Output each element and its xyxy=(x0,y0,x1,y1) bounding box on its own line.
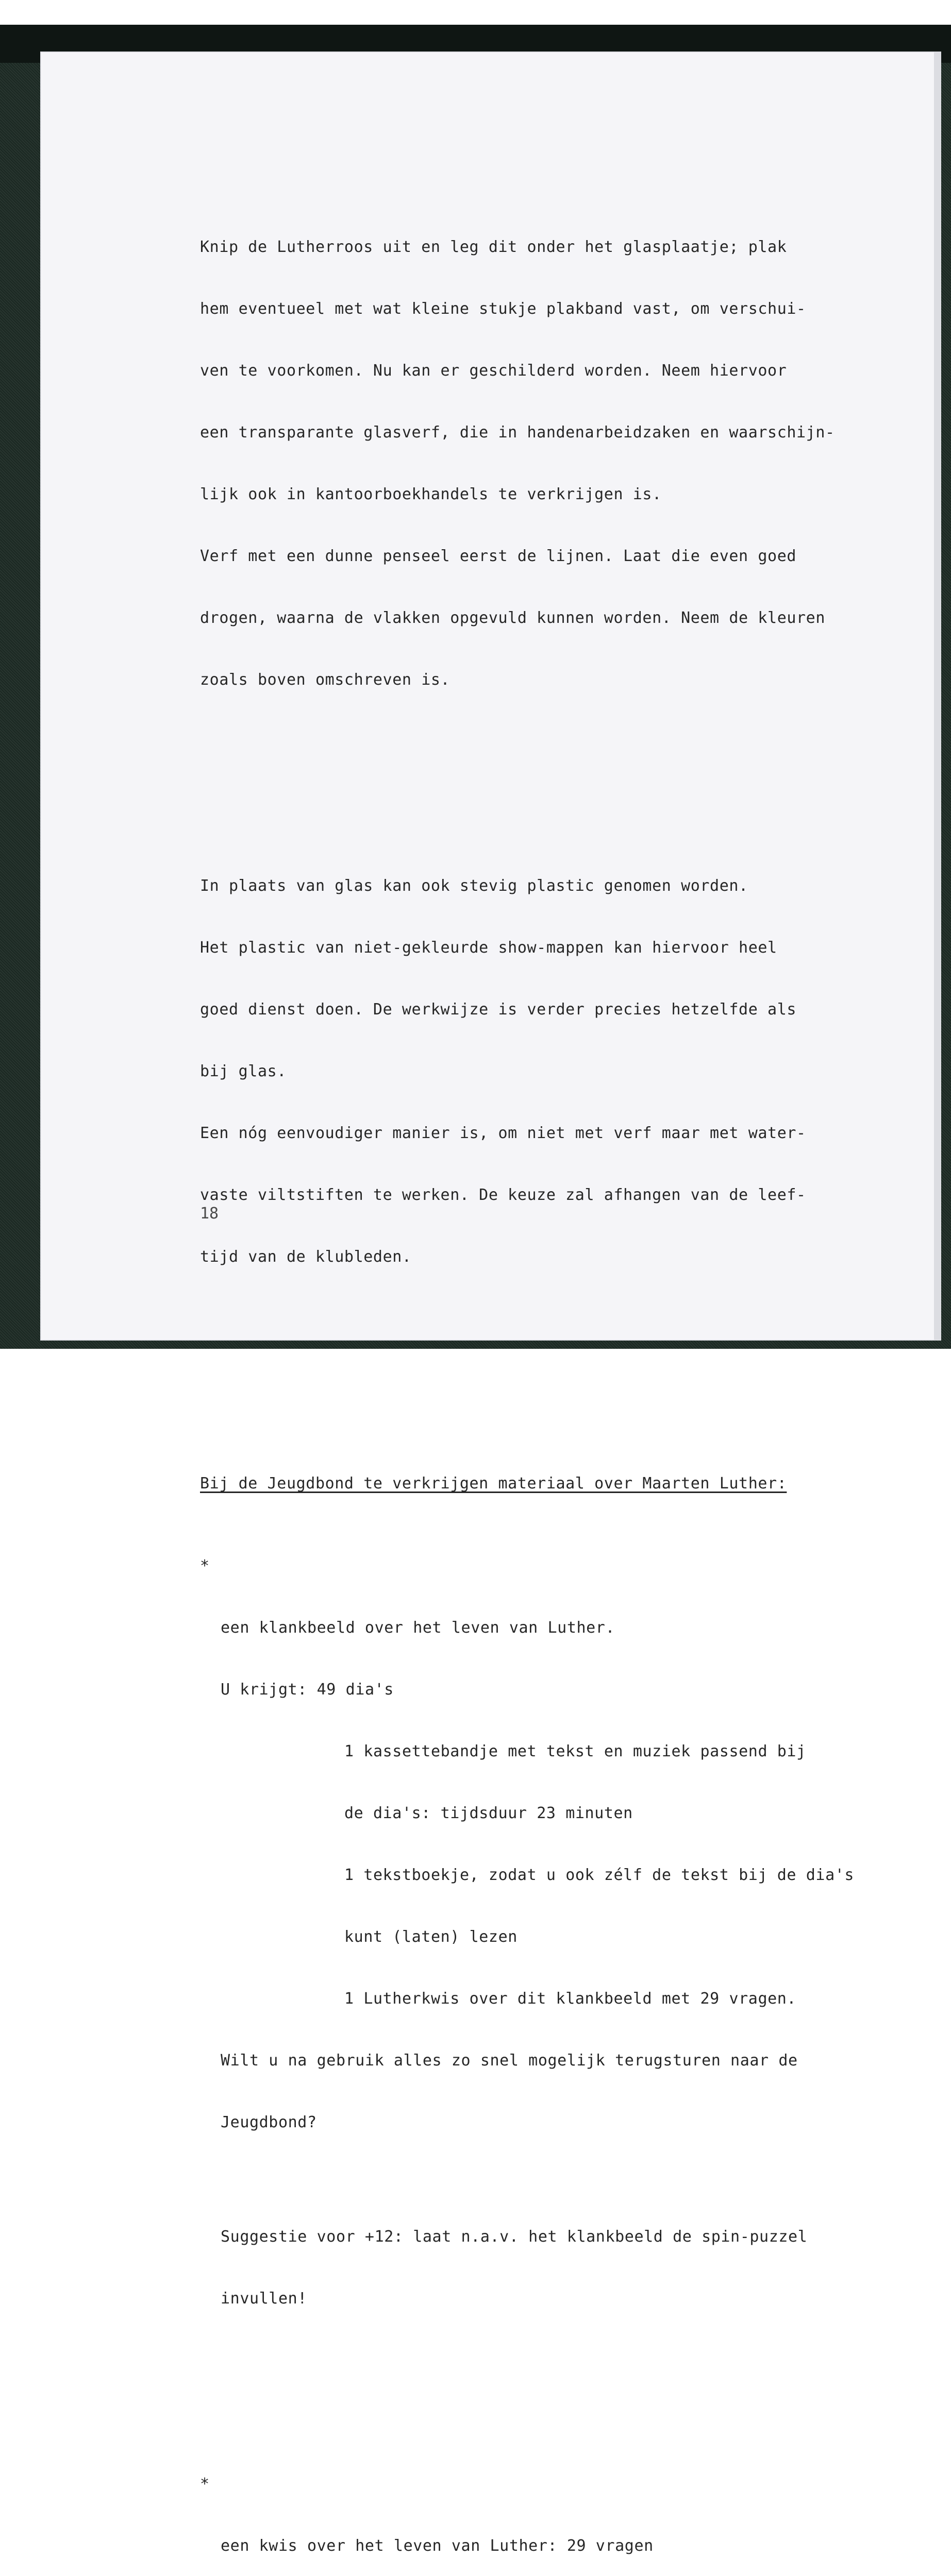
item-line: een kwis over het leven van Luther: 29 vragen xyxy=(221,2537,654,2555)
text-line: ven te voorkomen. Nu kan er geschilderd worden. Neem hiervoor xyxy=(200,362,787,380)
item-title: een klankbeeld over het leven van Luther. xyxy=(221,1619,615,1637)
text-line: zoals boven omschreven is. xyxy=(200,671,451,689)
return-note: Wilt u na gebruik alles zo snel mogelijk terugsturen naar de xyxy=(221,2052,798,2070)
ukrijgt-label: U krijgt: xyxy=(221,1681,307,1699)
content-line: de dia's: tijdsduur 23 minuten xyxy=(344,1804,633,1822)
content-line: 1 tekstboekje, zodat u ook zélf de tekst bij de dia's xyxy=(344,1866,855,1884)
list-item-klankbeeld xyxy=(200,1556,901,2350)
page-number: 18 xyxy=(200,1205,219,1223)
text-line: In plaats van glas kan ook stevig plastic genomen worden. xyxy=(200,877,748,895)
text-line: lijk ook in kantoorboekhandels te verkrijgen is. xyxy=(200,485,662,503)
text-line: hem eventueel met wat kleine stukje plakband vast, om verschui- xyxy=(200,300,806,318)
page-text xyxy=(200,155,901,2576)
paragraph-instructions xyxy=(200,196,901,732)
text-line: tijd van de klubleden. xyxy=(200,1248,412,1266)
text-line: Een nóg eenvoudiger manier is, om niet met verf maar met water- xyxy=(200,1124,806,1142)
list-item-kwis xyxy=(200,2474,901,2576)
paragraph-plastic xyxy=(200,835,901,1309)
return-note: Jeugdbond? xyxy=(221,2113,317,2131)
page-edge xyxy=(934,52,941,1341)
text-line: drogen, waarna de vlakken opgevuld kunnen worden. Neem de kleuren xyxy=(200,609,825,627)
ukrijgt-line xyxy=(221,1680,901,1700)
bullet-asterisk: * xyxy=(200,1557,210,1575)
bullet-asterisk: * xyxy=(200,2475,210,2493)
content-line: kunt (laten) lezen xyxy=(344,1928,518,1946)
text-line: vaste viltstiften te werken. De keuze zal afhangen van de leef- xyxy=(200,1186,806,1204)
suggestion-line: Suggestie voor +12: laat n.a.v. het klankbeeld de spin-puzzel xyxy=(221,2228,808,2246)
text-line: Het plastic van niet-gekleurde show-mappen kan hiervoor heel xyxy=(200,939,777,957)
text-line: een transparante glasverf, die in handenarbeidzaken en waarschijn- xyxy=(200,423,835,442)
content-line: 1 kassettebandje met tekst en muziek passend bij xyxy=(344,1742,806,1760)
content-line: 1 Lutherkwis over dit klankbeeld met 29 vragen. xyxy=(344,1990,797,2008)
text-line: goed dienst doen. De werkwijze is verder precies hetzelfde als xyxy=(200,1001,797,1019)
text-line: Knip de Lutherroos uit en leg dit onder het glasplaatje; plak xyxy=(200,238,787,256)
text-line: Verf met een dunne penseel eerst de lijnen. Laat die even goed xyxy=(200,547,797,565)
ukrijgt-first: 49 dia's xyxy=(316,1681,394,1699)
text-line: bij glas. xyxy=(200,1062,287,1080)
section-heading: Bij de Jeugdbond te verkrijgen materiaal over Maarten Luther: xyxy=(200,1475,787,1493)
suggestion-line: invullen! xyxy=(221,2290,307,2308)
